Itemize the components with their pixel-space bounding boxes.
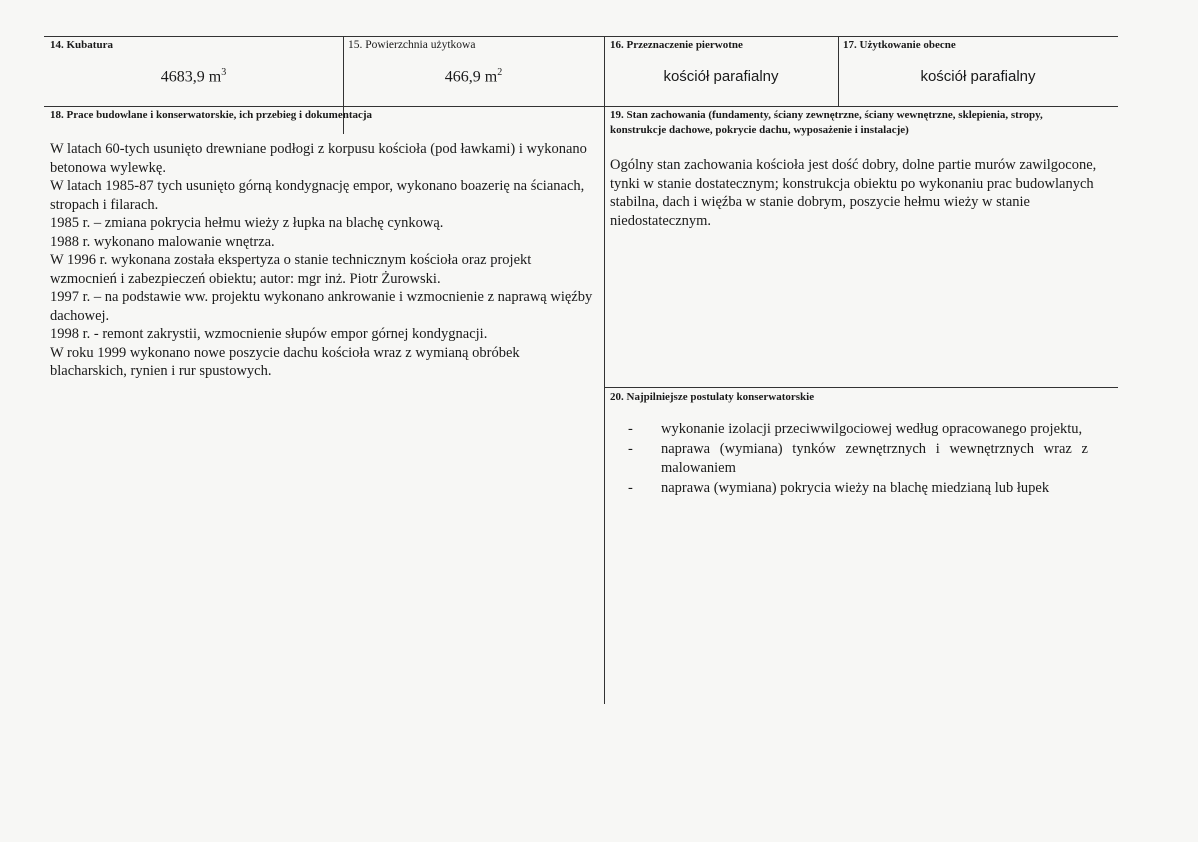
powierzchnia-unit-exponent: 2	[497, 67, 503, 78]
list-item	[628, 479, 1088, 499]
section18-paragraph: 1988 r. wykonano malowanie wnętrza.	[50, 233, 275, 250]
section18-paragraph: W 1996 r. wykonana została ekspertyza o stanie technicznym kościoła oraz projekt wzmocnień i zabezpieczeń obiektu; autor: mgr inż. Piotr Żurowski.	[50, 252, 532, 287]
section18-label: 18. Prace budowlane i konserwatorskie, ich przebieg i dokumentacja	[50, 109, 373, 121]
section18-paragraph: 1985 r. – zmiana pokrycia hełmu wieży z łupka na blachę cynkową.	[50, 215, 444, 231]
powierzchnia-number: 466,9 m	[444, 68, 498, 86]
powierzchnia-value	[343, 67, 604, 86]
section18-paragraph: 1998 r. - remont zakrystii, wzmocnienie słupów empor górnej kondygnacji.	[50, 326, 488, 342]
row2-right-bottom-rule	[604, 387, 1118, 388]
section20-label: 20. Najpilniejsze postulaty konserwatorskie	[610, 391, 815, 403]
top-rule	[44, 36, 1118, 37]
uzytkowanie-value: kościół parafialny	[920, 68, 1036, 85]
powierzchnia-label: 15. Powierzchnia użytkowa	[348, 39, 476, 51]
section18-paragraph: 1997 r. – na podstawie ww. projektu wykonano ankrowanie i wzmocnienie z naprawą więźby dachowej.	[50, 289, 593, 324]
section18-text	[50, 140, 595, 381]
section19-text: Ogólny stan zachowania kościoła jest dość dobry, dolne partie murów zawilgocone, tynki w stanie dostatecznym; konstrukcja obiektu po wykonaniu prac budowlanych stabilna, dach i więźba w stanie dobrym, poszycie hełmu wieży w stanie niedostatecznym.	[610, 157, 1097, 229]
postulates-list	[628, 420, 1088, 498]
postulate-text: wykonanie izolacji przeciwwilgociowej według opracowanego projektu,	[661, 421, 1083, 437]
bullet-dash: -	[628, 440, 633, 457]
list-item	[628, 420, 1088, 440]
divider-center	[604, 36, 605, 704]
przeznaczenie-label: 16. Przeznaczenie pierwotne	[610, 39, 743, 51]
kubatura-number: 4683,9 m	[160, 68, 222, 86]
kubatura-label: 14. Kubatura	[50, 39, 113, 51]
list-item	[628, 440, 1088, 479]
przeznaczenie-value: kościół parafialny	[663, 68, 779, 85]
bullet-dash: -	[628, 479, 633, 496]
row1-bottom-rule	[44, 106, 1118, 107]
postulate-text: naprawa (wymiana) tynków zewnętrznych i wewnętrznych wraz z malowaniem	[661, 440, 1088, 476]
section19-label: 19. Stan zachowania (fundamenty, ściany zewnętrzne, ściany wewnętrzne, sklepienia, stropy, konstrukcje dachowe, pokrycie dachu, wyposażenie i instalacje)	[610, 109, 1043, 136]
kubatura-value	[44, 67, 343, 86]
bullet-dash: -	[628, 421, 633, 437]
section18-paragraph: W latach 1985-87 tych usunięto górną kondygnację empor, wykonano boazerię na ścianach, stropach i filarach.	[50, 178, 585, 213]
section18-paragraph: W roku 1999 wykonano nowe poszycie dachu kościoła wraz z wymianą obróbek blacharskich, rynien i rur spustowych.	[50, 344, 520, 379]
section18-paragraph: W latach 60-tych usunięto drewniane podłogi z korpusu kościoła (pod ławkami) i wykonano betonowa wylewkę.	[50, 141, 587, 176]
kubatura-unit-exponent: 3	[221, 67, 227, 78]
uzytkowanie-label: 17. Użytkowanie obecne	[843, 39, 956, 51]
postulate-text: naprawa (wymiana) pokrycia wieży na blachę miedzianą lub łupek	[661, 479, 1050, 496]
